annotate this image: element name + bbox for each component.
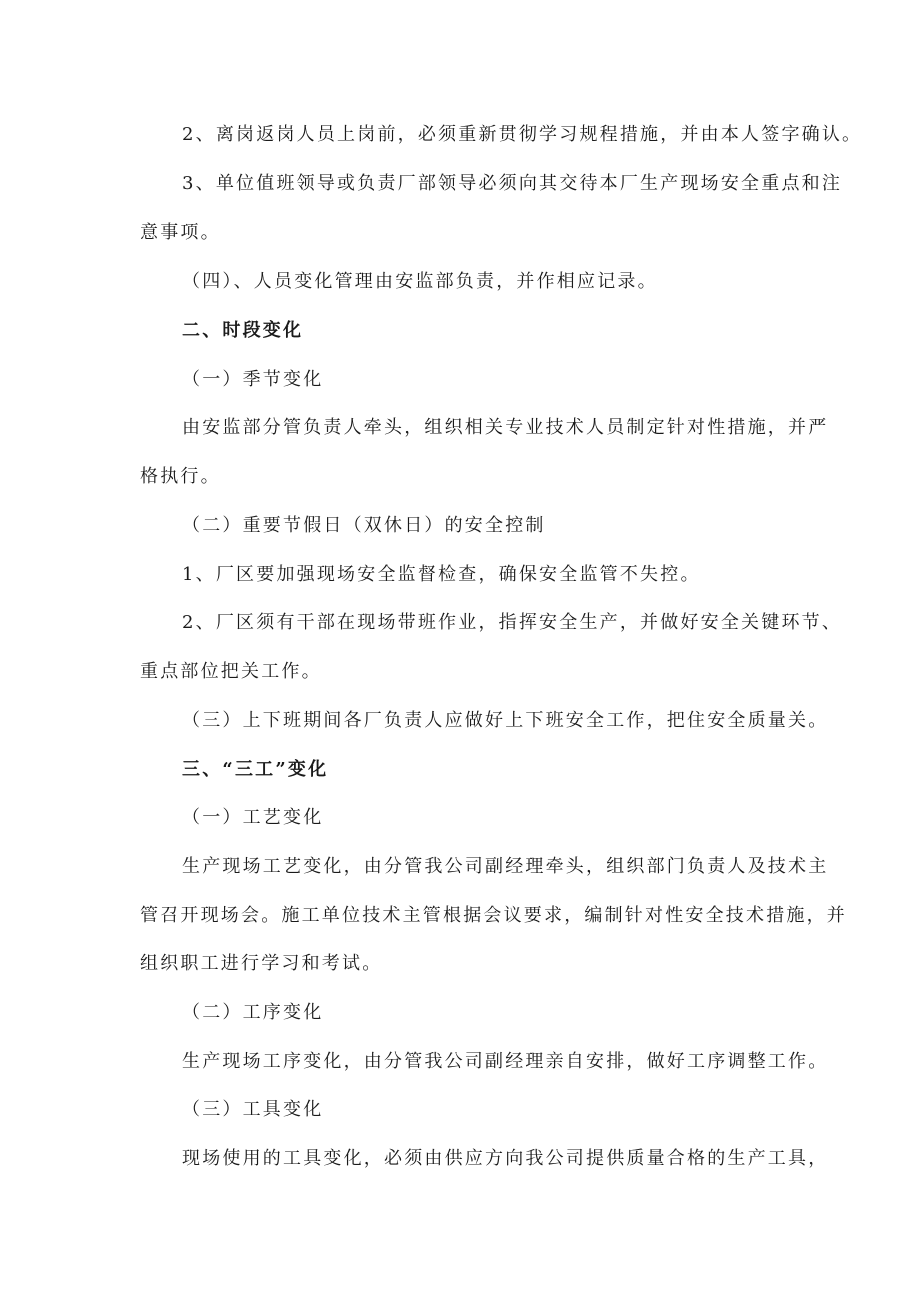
paragraph-line-17: 管召开现场会。施工单位技术主管根据会议要求，编制针对性安全技术措施，并	[140, 905, 847, 926]
paragraph-line-16: 生产现场工艺变化，由分管我公司副经理牵头，组织部门负责人及技术主	[182, 856, 829, 877]
paragraph-line-13: （三）上下班期间各厂负责人应做好上下班安全工作，把住安全质量关。	[182, 710, 829, 731]
paragraph-line-8: 格执行。	[140, 466, 221, 487]
subsection-heading-tools: （三）工具变化	[182, 1099, 324, 1120]
paragraph-line-18: 组织职工进行学习和考试。	[140, 953, 383, 974]
paragraph-line-4: （四）、人员变化管理由安监部负责，并作相应记录。	[182, 271, 658, 292]
paragraph-line-22: 现场使用的工具变化，必须由供应方向我公司提供质量合格的生产工具，	[182, 1148, 829, 1169]
subsection-heading-procedure: （二）工序变化	[182, 1002, 324, 1023]
paragraph-line-1: 2、离岗返岗人员上岗前，必须重新贯彻学习规程措施，并由本人签字确认。	[182, 124, 863, 145]
paragraph-line-10: 1、厂区要加强现场安全监督检查，确保安全监管不失控。	[182, 564, 701, 585]
paragraph-line-3: 意事项。	[140, 222, 221, 243]
paragraph-line-20: 生产现场工序变化，由分管我公司副经理亲自安排，做好工序调整工作。	[182, 1051, 829, 1072]
subsection-heading-season: （一）季节变化	[182, 369, 324, 390]
subsection-heading-process: （一）工艺变化	[182, 807, 324, 828]
subsection-heading-holiday: （二）重要节假日（双休日）的安全控制	[182, 515, 546, 536]
paragraph-line-11: 2、厂区须有干部在现场带班作业，指挥安全生产，并做好安全关键环节、	[182, 612, 843, 633]
paragraph-line-7: 由安监部分管负责人牵头，组织相关专业技术人员制定针对性措施，并严	[182, 417, 829, 438]
paragraph-line-12: 重点部位把关工作。	[140, 661, 322, 682]
paragraph-line-2: 3、单位值班领导或负责厂部领导必须向其交待本厂生产现场安全重点和注	[182, 173, 843, 194]
section-heading-2: 二、时段变化	[182, 320, 304, 341]
section-heading-3: 三、“三工”变化	[182, 759, 329, 780]
